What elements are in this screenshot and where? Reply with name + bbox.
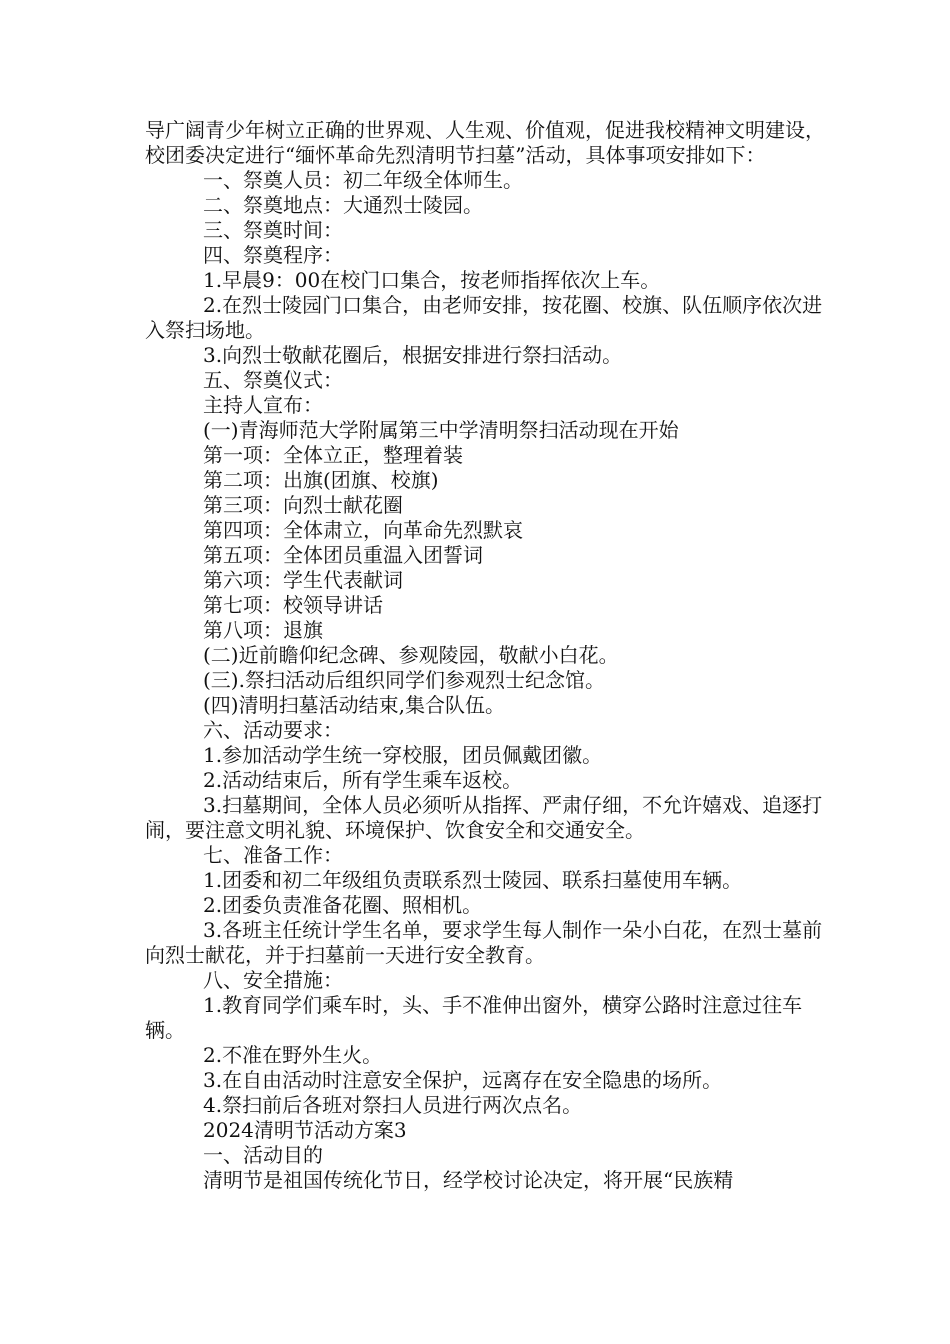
paragraph: 七、准备工作： [203, 843, 343, 867]
paragraph: 第七项：校领导讲话 [203, 593, 383, 617]
paragraph: 第五项：全体团员重温入团誓词 [203, 543, 483, 567]
paragraph: (四)清明扫墓活动结束,集合队伍。 [203, 693, 505, 717]
paragraph: 1.团委和初二年级组负责联系烈士陵园、联系扫墓使用车辆。 [203, 868, 743, 892]
paragraph: 第八项：退旗 [203, 618, 323, 642]
paragraph: 四、祭奠程序： [203, 243, 343, 267]
paragraph: 3.扫墓期间，全体人员必须听从指挥、严肃仔细，不允许嬉戏、追逐打闹，要注意文明礼貌、环境保护、饮食安全和交通安全。 [145, 793, 823, 842]
paragraph: 第四项：全体肃立，向革命先烈默哀 [203, 518, 523, 542]
paragraph: 三、祭奠时间： [203, 218, 343, 242]
paragraph: 1.早晨9：00在校门口集合，按老师指挥依次上车。 [203, 268, 661, 292]
paragraph: 一、祭奠人员：初二年级全体师生。 [203, 168, 523, 192]
paragraph: 第三项：向烈士献花圈 [203, 493, 403, 517]
paragraph: 4.祭扫前后各班对祭扫人员进行两次点名。 [203, 1093, 583, 1117]
paragraph: 3.各班主任统计学生名单，要求学生每人制作一朵小白花，在烈士墓前向烈士献花，并于扫墓前一天进行安全教育。 [145, 918, 823, 967]
paragraph: 3.在自由活动时注意安全保护，远离存在安全隐患的场所。 [203, 1068, 723, 1092]
paragraph: 一、活动目的 [203, 1143, 323, 1167]
paragraph: 八、安全措施： [203, 968, 343, 992]
paragraph: 六、活动要求： [203, 718, 343, 742]
paragraph: 主持人宣布： [203, 393, 323, 417]
paragraph: 2.不准在野外生火。 [203, 1043, 383, 1067]
paragraph: 3.向烈士敬献花圈后，根据安排进行祭扫活动。 [203, 343, 623, 367]
paragraph: 导广阔青少年树立正确的世界观、人生观、价值观，促进我校精神文明建设，校团委决定进行“缅怀革命先烈清明节扫墓”活动，具体事项安排如下： [145, 118, 825, 167]
paragraph: 2.活动结束后，所有学生乘车返校。 [203, 768, 523, 792]
paragraph: 2.团委负责准备花圈、照相机。 [203, 893, 483, 917]
document-body [145, 118, 825, 1193]
paragraph: 2024清明节活动方案3 [203, 1118, 407, 1142]
paragraph: 第六项：学生代表献词 [203, 568, 403, 592]
paragraph: 二、祭奠地点：大通烈士陵园。 [203, 193, 483, 217]
paragraph: (二)近前瞻仰纪念碑、参观陵园，敬献小白花。 [203, 643, 619, 667]
paragraph: 1.参加活动学生统一穿校服，团员佩戴团徽。 [203, 743, 603, 767]
paragraph: 1.教育同学们乘车时，头、手不准伸出窗外，横穿公路时注意过往车辆。 [145, 993, 803, 1042]
paragraph: 清明节是祖国传统化节日，经学校讨论决定，将开展“民族精 [203, 1168, 734, 1192]
paragraph: (一)青海师范大学附属第三中学清明祭扫活动现在开始 [203, 418, 679, 442]
paragraph: (三).祭扫活动后组织同学们参观烈士纪念馆。 [203, 668, 605, 692]
paragraph: 第二项：出旗(团旗、校旗) [203, 468, 439, 492]
paragraph: 2.在烈士陵园门口集合，由老师安排，按花圈、校旗、队伍顺序依次进入祭扫场地。 [145, 293, 823, 342]
paragraph: 第一项：全体立正，整理着装 [203, 443, 463, 467]
paragraph: 五、祭奠仪式： [203, 368, 343, 392]
